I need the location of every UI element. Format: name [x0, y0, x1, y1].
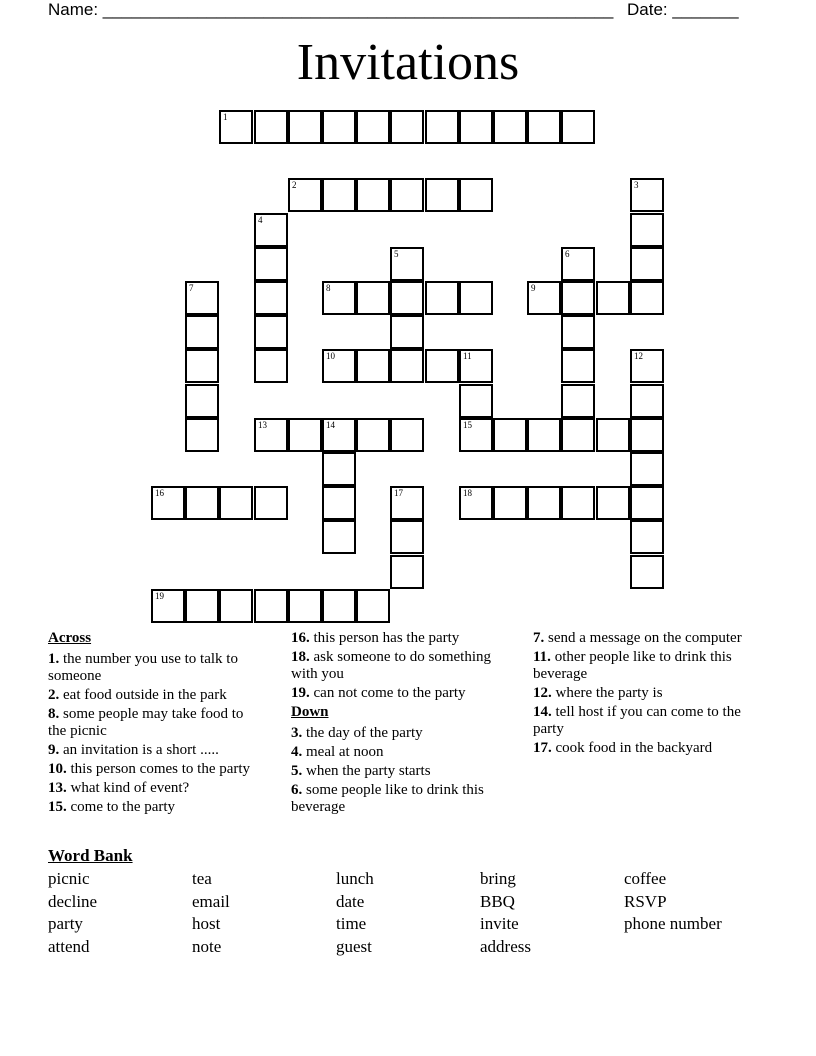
word-bank-item: address	[480, 936, 531, 956]
clue-text: come to the party	[66, 799, 176, 815]
crossword-cell[interactable]	[356, 589, 390, 623]
crossword-cell[interactable]	[219, 110, 253, 144]
crossword-cell[interactable]	[151, 589, 185, 623]
clue-item	[291, 630, 506, 647]
clue-number: 14	[326, 420, 335, 430]
clue-number: 4	[258, 215, 263, 225]
crossword-cell[interactable]	[561, 247, 595, 281]
clue-item	[48, 761, 263, 778]
word-bank-item: decline	[48, 891, 98, 911]
page-title: Invitations	[296, 34, 520, 91]
clue-item	[48, 651, 263, 685]
down-clue-list	[291, 725, 506, 816]
date-field: Date: _______	[627, 0, 739, 19]
clue-number: 18	[463, 488, 472, 498]
crossword-cell[interactable]	[561, 384, 595, 418]
clue-number-label: 1.	[48, 651, 60, 667]
clue-text: cook food in the backyard	[551, 740, 713, 756]
crossword-cell[interactable]	[630, 213, 664, 247]
crossword-cell[interactable]	[459, 486, 493, 520]
word-bank-item: guest	[336, 936, 372, 956]
clue-number: 11	[463, 351, 472, 361]
clue-number: 7	[189, 283, 194, 293]
word-bank-item: note	[192, 936, 222, 956]
crossword-cell[interactable]	[630, 486, 664, 520]
word-bank-item: invite	[480, 914, 519, 933]
crossword-cell[interactable]	[459, 384, 493, 418]
crossword-cell[interactable]	[493, 418, 527, 452]
clue-item	[291, 685, 506, 702]
clue-column-2	[291, 630, 506, 818]
crossword-cell[interactable]	[630, 555, 664, 589]
clue-text: where the party is	[551, 685, 663, 701]
crossword-cell[interactable]	[527, 418, 561, 452]
clue-number-label: 3.	[291, 725, 303, 741]
crossword-cell[interactable]	[493, 486, 527, 520]
clue-item	[48, 799, 263, 816]
clue-number: 5	[394, 249, 399, 259]
clue-number: 6	[565, 249, 570, 259]
clue-number-label: 6.	[291, 782, 303, 798]
crossword-cell[interactable]	[254, 349, 288, 383]
crossword-cell[interactable]	[185, 384, 219, 418]
name-field: Name: ______________________________________________________	[48, 0, 614, 19]
crossword-cell[interactable]	[630, 520, 664, 554]
clue-number: 1	[223, 112, 228, 122]
crossword-cell[interactable]	[356, 110, 390, 144]
clue-number-label: 17.	[533, 740, 552, 756]
clue-text: tell host if you can come to the party	[533, 704, 741, 737]
clue-text: can not come to the party	[309, 685, 466, 701]
word-bank-item: attend	[48, 936, 90, 956]
crossword-cell[interactable]	[219, 486, 253, 520]
clue-number-label: 13.	[48, 780, 67, 796]
crossword-cell[interactable]	[254, 486, 288, 520]
crossword-cell[interactable]	[493, 110, 527, 144]
clue-number-label: 12.	[533, 685, 552, 701]
crossword-cell[interactable]	[254, 247, 288, 281]
crossword-cell[interactable]	[630, 384, 664, 418]
clue-number-label: 15.	[48, 799, 67, 815]
crossword-cell[interactable]	[425, 110, 459, 144]
clue-item	[291, 744, 506, 761]
crossword-cell[interactable]	[561, 110, 595, 144]
clue-item	[533, 704, 748, 738]
clue-column-3	[533, 630, 748, 759]
crossword-cell[interactable]	[254, 315, 288, 349]
crossword-cell[interactable]	[561, 418, 595, 452]
word-bank-item: picnic	[48, 869, 90, 888]
crossword-cell[interactable]	[254, 589, 288, 623]
crossword-cell[interactable]	[254, 281, 288, 315]
crossword-cell[interactable]	[527, 110, 561, 144]
clue-item	[291, 725, 506, 742]
crossword-cell[interactable]	[425, 178, 459, 212]
crossword-cell[interactable]	[322, 418, 356, 452]
crossword-cell[interactable]	[356, 281, 390, 315]
clue-column-1	[48, 630, 263, 818]
crossword-cell[interactable]	[322, 452, 356, 486]
crossword-cell[interactable]	[596, 418, 630, 452]
word-bank-item: time	[336, 914, 367, 933]
crossword-cell[interactable]	[390, 520, 424, 554]
clue-item	[533, 630, 748, 647]
word-bank-item: phone number	[624, 914, 722, 933]
clue-number-label: 5.	[291, 763, 303, 779]
crossword-cell[interactable]	[630, 178, 664, 212]
crossword-cell[interactable]	[630, 281, 664, 315]
crossword-cell[interactable]	[254, 418, 288, 452]
clue-text: eat food outside in the park	[59, 687, 227, 703]
crossword-cell[interactable]	[596, 281, 630, 315]
clue-item	[533, 740, 748, 757]
word-bank-item: bring	[480, 869, 516, 888]
crossword-cell[interactable]	[390, 110, 424, 144]
crossword-cell[interactable]	[185, 349, 219, 383]
crossword-cell[interactable]	[390, 247, 424, 281]
clue-text: when the party starts	[302, 763, 431, 779]
crossword-cell[interactable]	[390, 555, 424, 589]
clue-number: 16	[155, 488, 164, 498]
word-bank-item: email	[192, 891, 230, 911]
crossword-cell[interactable]	[288, 110, 322, 144]
across-clue-list	[48, 651, 263, 816]
crossword-cell[interactable]	[356, 178, 390, 212]
clue-number-label: 4.	[291, 744, 303, 760]
down-heading: Down	[291, 704, 329, 720]
clue-number: 8	[326, 283, 331, 293]
clue-item	[48, 742, 263, 759]
crossword-cell[interactable]	[288, 418, 322, 452]
clue-number: 9	[531, 283, 536, 293]
crossword-cell[interactable]	[527, 281, 561, 315]
crossword-cell[interactable]	[561, 349, 595, 383]
clue-number: 3	[634, 180, 639, 190]
crossword-cell[interactable]	[254, 213, 288, 247]
clue-item	[48, 687, 263, 704]
clue-number: 12	[634, 351, 643, 361]
crossword-cell[interactable]	[322, 349, 356, 383]
clue-item	[291, 782, 506, 816]
crossword-cell[interactable]	[459, 281, 493, 315]
clue-text: other people like to drink this beverage	[533, 649, 732, 682]
clue-text: the number you use to talk to someone	[48, 651, 238, 684]
crossword-cell[interactable]	[390, 178, 424, 212]
clue-number-label: 18.	[291, 649, 310, 665]
crossword-cell[interactable]	[390, 315, 424, 349]
crossword-cell[interactable]	[322, 520, 356, 554]
crossword-cell[interactable]	[527, 486, 561, 520]
crossword-cell[interactable]	[630, 349, 664, 383]
crossword-cell[interactable]	[219, 589, 253, 623]
clue-item	[533, 649, 748, 683]
clue-text: this person has the party	[309, 630, 460, 646]
clue-number: 17	[394, 488, 403, 498]
crossword-cell[interactable]	[425, 281, 459, 315]
crossword-cell[interactable]	[459, 349, 493, 383]
clue-number-label: 10.	[48, 761, 67, 777]
crossword-cell[interactable]	[459, 178, 493, 212]
crossword-cell[interactable]	[630, 452, 664, 486]
down-clue-list-continued	[533, 630, 748, 757]
crossword-cell[interactable]	[288, 589, 322, 623]
crossword-cell[interactable]	[185, 281, 219, 315]
crossword-cell[interactable]	[561, 315, 595, 349]
crossword-cell[interactable]	[288, 178, 322, 212]
clue-text: an invitation is a short .....	[59, 742, 219, 758]
crossword-cell[interactable]	[185, 589, 219, 623]
across-heading: Across	[48, 630, 92, 646]
crossword-cell[interactable]	[322, 589, 356, 623]
clue-item	[533, 685, 748, 702]
crossword-cell[interactable]	[322, 486, 356, 520]
crossword-cell[interactable]	[630, 247, 664, 281]
word-bank-item: coffee	[624, 869, 667, 888]
clue-text: some people may take food to the picnic	[48, 706, 244, 739]
crossword-cell[interactable]	[254, 110, 288, 144]
word-bank-item: tea	[192, 869, 212, 888]
crossword-cell[interactable]	[459, 110, 493, 144]
across-clue-list-continued	[291, 630, 506, 702]
clue-item	[48, 706, 263, 740]
word-bank-item: date	[336, 891, 365, 911]
clue-number: 15	[463, 420, 472, 430]
crossword-cell[interactable]	[322, 110, 356, 144]
clue-number-label: 19.	[291, 685, 310, 701]
word-bank	[48, 846, 808, 956]
crossword-cell[interactable]	[185, 418, 219, 452]
word-bank-item: host	[192, 914, 221, 933]
word-bank-item: lunch	[336, 869, 374, 888]
crossword-cell[interactable]	[390, 418, 424, 452]
clue-text: the day of the party	[302, 725, 423, 741]
word-bank-item: RSVP	[624, 891, 667, 911]
clue-number-label: 7.	[533, 630, 545, 646]
word-bank-title: Word Bank	[48, 846, 133, 865]
clue-item	[291, 649, 506, 683]
clue-number-label: 8.	[48, 706, 60, 722]
clue-text: meal at noon	[302, 744, 384, 760]
crossword-cell[interactable]	[596, 486, 630, 520]
clue-number: 10	[326, 351, 335, 361]
crossword-cell[interactable]	[322, 178, 356, 212]
crossword-cell[interactable]	[390, 486, 424, 520]
crossword-cell[interactable]	[425, 349, 459, 383]
clue-number: 13	[258, 420, 267, 430]
clue-text: what kind of event?	[66, 780, 190, 796]
word-bank-item: party	[48, 914, 83, 933]
clue-number-label: 11.	[533, 649, 551, 665]
crossword-cell[interactable]	[459, 418, 493, 452]
clue-number: 2	[292, 180, 297, 190]
clue-text: some people like to drink this beverage	[291, 782, 484, 815]
crossword-cell[interactable]	[561, 281, 595, 315]
clue-text: ask someone to do something with you	[291, 649, 491, 682]
crossword-cell[interactable]	[390, 349, 424, 383]
crossword-cell[interactable]	[561, 486, 595, 520]
crossword-cell[interactable]	[356, 349, 390, 383]
clue-number-label: 2.	[48, 687, 60, 703]
crossword-cell[interactable]	[630, 418, 664, 452]
clue-number-label: 14.	[533, 704, 552, 720]
word-bank-item: BBQ	[480, 891, 515, 911]
crossword-cell[interactable]	[390, 281, 424, 315]
clue-number-label: 9.	[48, 742, 60, 758]
clue-text: send a message on the computer	[544, 630, 742, 646]
clue-number-label: 16.	[291, 630, 310, 646]
clue-item	[48, 780, 263, 797]
crossword-cell[interactable]	[356, 418, 390, 452]
crossword-cell[interactable]	[322, 281, 356, 315]
crossword-cell[interactable]	[185, 315, 219, 349]
crossword-cell[interactable]	[151, 486, 185, 520]
clue-text: this person comes to the party	[66, 761, 251, 777]
crossword-cell[interactable]	[185, 486, 219, 520]
clue-item	[291, 763, 506, 780]
clue-number: 19	[155, 591, 164, 601]
